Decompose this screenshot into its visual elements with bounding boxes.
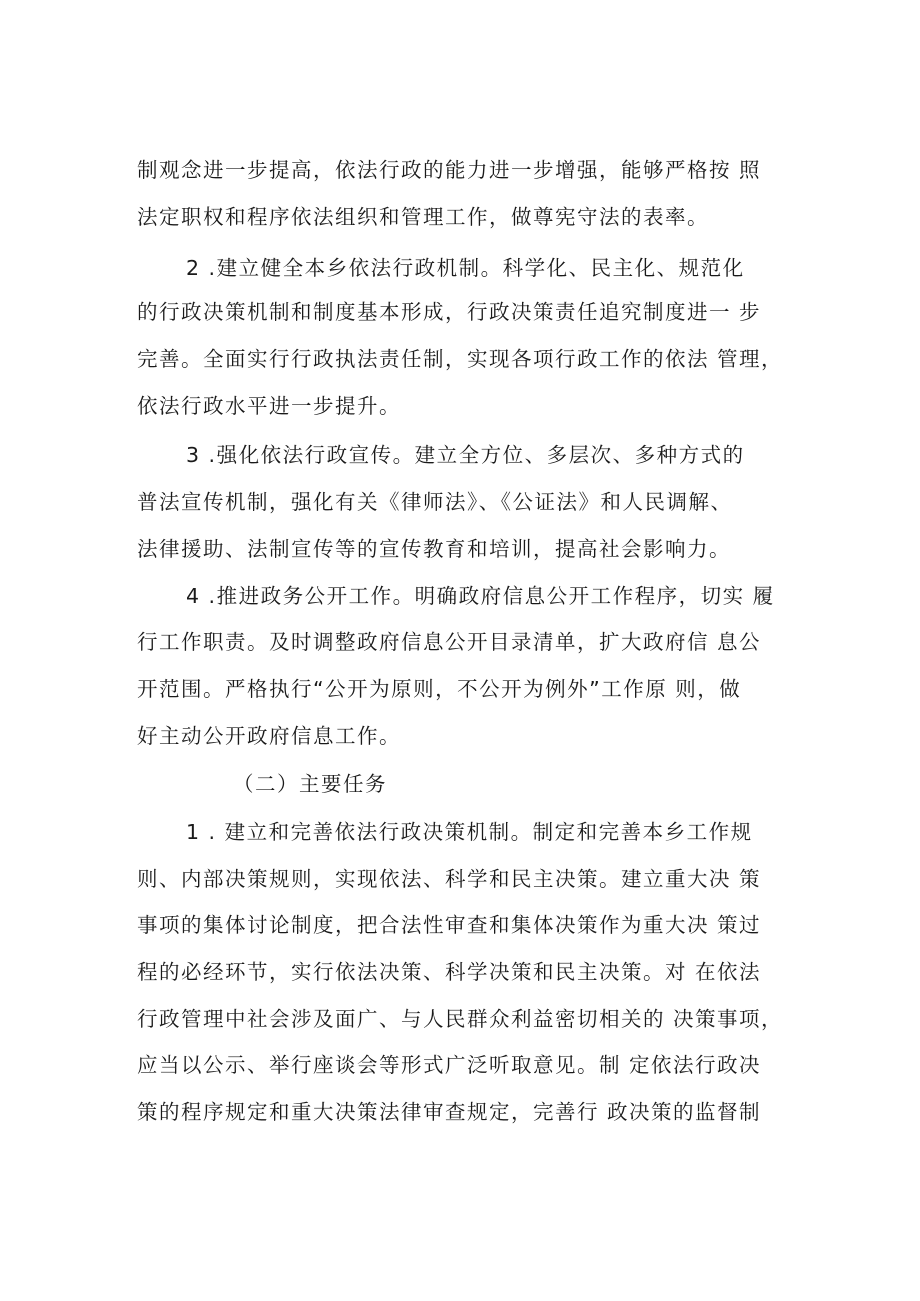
- text-line: 法律援助、法制宣传等的宣传教育和培训，提高社会影响力。: [137, 537, 731, 561]
- section-heading: （二）主要任务: [233, 772, 387, 796]
- text-line: 2 .建立健全本乡依法行政机制。科学化、民主化、规范化: [186, 256, 745, 280]
- text-line: 事项的集体讨论制度，把合法性审查和集体决策作为重大决 策过: [137, 913, 762, 937]
- text-line: 完善。全面实行行政执法责任制，实现各项行政工作的依法 管理，: [137, 347, 784, 371]
- text-line: 法定职权和程序依法组织和管理工作，做尊宪守法的表率。: [137, 205, 709, 229]
- text-line: 的行政决策机制和制度基本形成，行政决策责任追究制度进一 步: [137, 300, 762, 324]
- text-line: 1 . 建立和完善依法行政决策机制。制定和完善本乡工作规: [186, 820, 753, 844]
- text-line: 行工作职责。及时调整政府信息公开目录清单，扩大政府信 息公: [137, 630, 762, 654]
- text-line: 行政管理中社会涉及面广、与人民群众利益密切相关的 决策事项，: [137, 1007, 784, 1031]
- text-line: 程的必经环节，实行依法决策、科学决策和民主决策。对 在依法: [137, 960, 762, 984]
- text-line: 普法宣传机制，强化有关《律师法》、《公证法》和人民调解、: [137, 490, 733, 514]
- text-line: 4 .推进政务公开工作。明确政府信息公开工作程序，切实 履: [186, 584, 775, 608]
- text-line: 制观念进一步提高，依法行政的能力进一步增强，能够严格按 照: [137, 158, 762, 182]
- text-line: 则、内部决策规则，实现依法、科学和民主决策。建立重大决 策: [137, 867, 762, 891]
- text-line: 策的程序规定和重大决策法律审查规定，完善行 政决策的监督制: [137, 1100, 762, 1124]
- text-line: 应当以公示、举行座谈会等形式广泛听取意见。制 定依法行政决: [137, 1053, 762, 1077]
- text-line: 3 .强化依法行政宣传。建立全方位、多层次、多种方式的: [186, 443, 745, 467]
- text-line: 开范围。严格执行“公开为原则，不公开为例外”工作原 则，做: [137, 677, 742, 701]
- text-line: 依法行政水平进一步提升。: [137, 394, 401, 418]
- text-line: 好主动公开政府信息工作。: [137, 724, 401, 748]
